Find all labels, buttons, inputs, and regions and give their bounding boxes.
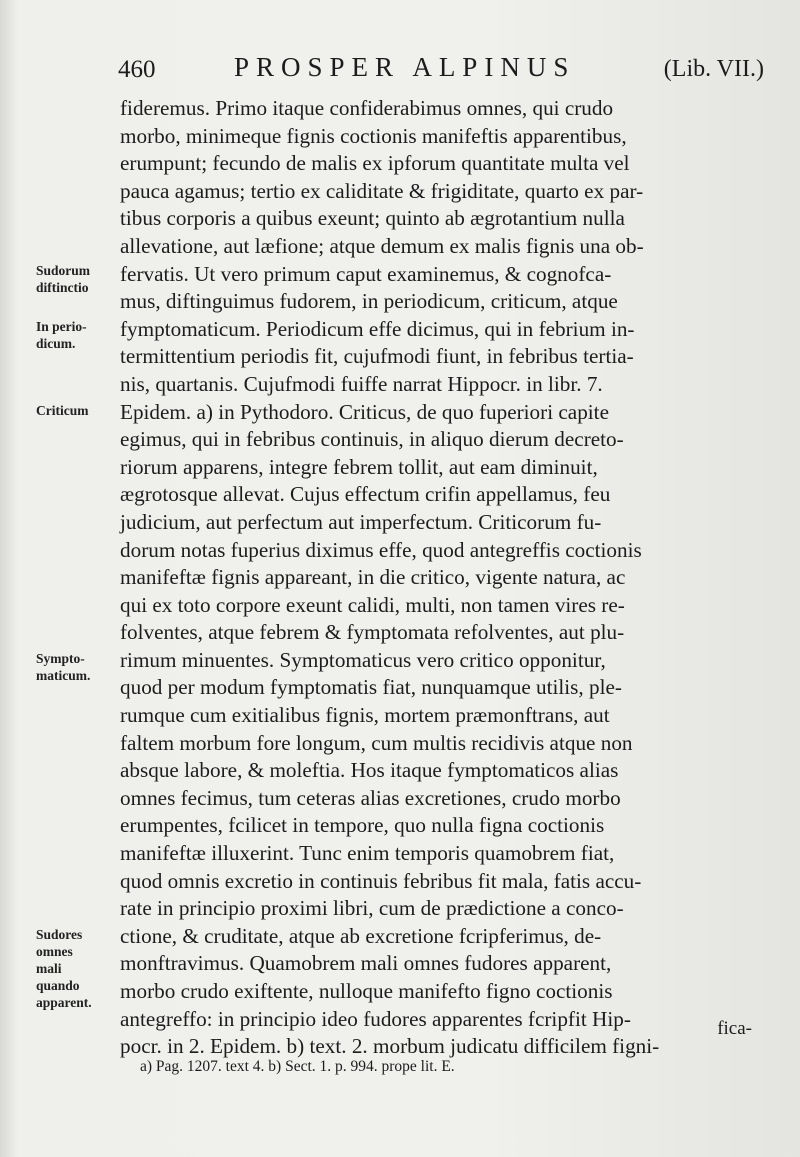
text-line: judicium, aut perfectum aut imperfectum. Criticorum fu- [120,509,602,534]
text-line: faltem morbum fore longum, cum multis recidivis atque non [120,730,633,755]
text-line: manifeftæ fignis appareant, in die critico, vigente natura, ac [120,565,626,590]
text-line: folventes, atque febrem & fymptomata refolventes, aut plu- [120,620,625,645]
running-head: PROSPER ALPINUS [234,52,576,82]
text-line: morbo crudo exiftente, nulloque manifefto figno coctionis [120,979,613,1003]
text-line: mus, diftinguimus fudorem, in periodicum, criticum, atque [120,289,618,314]
margin-note-line: Sudorum [36,263,91,278]
text-line: pocr. in 2. Epidem. b) text. 2. morbum judicatu difficilem figni- [120,1034,660,1059]
text-line: quod omnis excretio in continuis febribus fit mala, fatis accu- [120,868,642,893]
margin-note-line: Sympto- [36,651,85,666]
text-line: egimus, qui in febribus continuis, in aliquo dierum decreto- [120,427,624,452]
text-line: Epidem. a) in Pythodoro. Criticus, de quo fuperiori capite [120,399,609,424]
text-line: rimum minuentes. Symptomaticus vero critico opponitur, [120,647,606,672]
text-line: morbo, minimeque fignis coctionis manifeftis apparentibus, [120,123,627,148]
text-line: quod per modum fymptomatis fiat, nunquamque utilis, ple- [120,675,622,700]
text-line: erumpentes, fcilicet in tempore, quo nulla figna coctionis [120,813,605,838]
margin-note-line: omnes [36,944,73,959]
book-number: (Lib. VII.) [663,56,764,82]
text-line: nis, quartanis. Cujufmodi fuiffe narrat Hippocr. in libr. 7. [120,371,603,396]
text-line: qui ex toto corpore exeunt calidi, multi, non tamen vires re- [120,592,625,617]
body-text [120,95,760,1061]
margin-note-criticum [36,402,120,419]
text-line: rate in principio proximi libri, cum de prædictione a conco- [120,896,624,921]
margin-note-line: Sudores [36,927,83,942]
margin-note-line: Criticum [36,403,89,418]
text-line: pauca agamus; tertio ex caliditate & frigiditate, quarto ex par- [120,178,644,203]
text-line: tibus corporis a quibus exeunt; quinto ab ægrotantium nulla [120,206,625,231]
margin-note-periodicum [36,318,120,352]
text-line: erumpunt; fecundo de malis ex ipforum quantitate multa vel [120,151,630,176]
page-header [118,50,764,90]
text-line: fymptomaticum. Periodicum effe dicimus, qui in febrium in- [120,316,635,341]
text-line: manifeftæ illuxerint. Tunc enim temporis quamobrem fiat, [120,841,615,866]
text-line: absque labore, & moleftia. Hos itaque fymptomaticos alias [120,758,619,783]
text-line: fideremus. Primo itaque confiderabimus omnes, qui crudo [120,96,614,120]
margin-note-line: quando [36,978,80,993]
text-line: fervatis. Ut vero primum caput examinemus, & cognofca- [120,261,612,286]
margin-note-line: diftinctio [36,280,89,295]
page-number: 460 [118,56,156,83]
text-line: antegreffo: in principio ideo fudores apparentes fcripfit Hip- [120,1006,631,1031]
margin-note-line: maticum. [36,668,91,683]
text-line: ægrotosque allevat. Cujus effectum crifin appellamus, feu [120,482,611,507]
footnote: a) Pag. 1207. text 4. b) Sect. 1. p. 994. prope lit. E. [140,1058,455,1075]
text-line: ctione, & cruditate, atque ab excretione fcripferimus, de- [120,923,602,948]
margin-note-line: apparent. [36,995,92,1010]
margin-note-symptomaticum [36,650,120,684]
text-line: monftravimus. Quamobrem mali omnes fudores apparent, [120,951,612,976]
text-line: allevatione, aut læfione; atque demum ex malis fignis una ob- [120,233,644,258]
margin-note-sudorum [36,262,120,296]
text-line: rumque cum exitialibus fignis, mortem præmonftrans, aut [120,703,610,728]
text-line: omnes fecimus, tum ceteras alias excretiones, crudo morbo [120,785,621,810]
text-line: dorum notas fuperius diximus effe, quod antegreffis coctionis [120,537,642,562]
margin-note-line: In perio- [36,319,87,334]
margin-note-sudores [36,926,120,1011]
margin-note-line: dicum. [36,336,76,351]
text-line: termittentium periodis fit, cujufmodi fiunt, in febribus tertia- [120,344,634,369]
margin-note-line: mali [36,961,62,976]
text-line: riorum apparens, integre febrem tollit, aut eam diminuit, [120,454,598,479]
catchword: fica- [717,1018,752,1039]
